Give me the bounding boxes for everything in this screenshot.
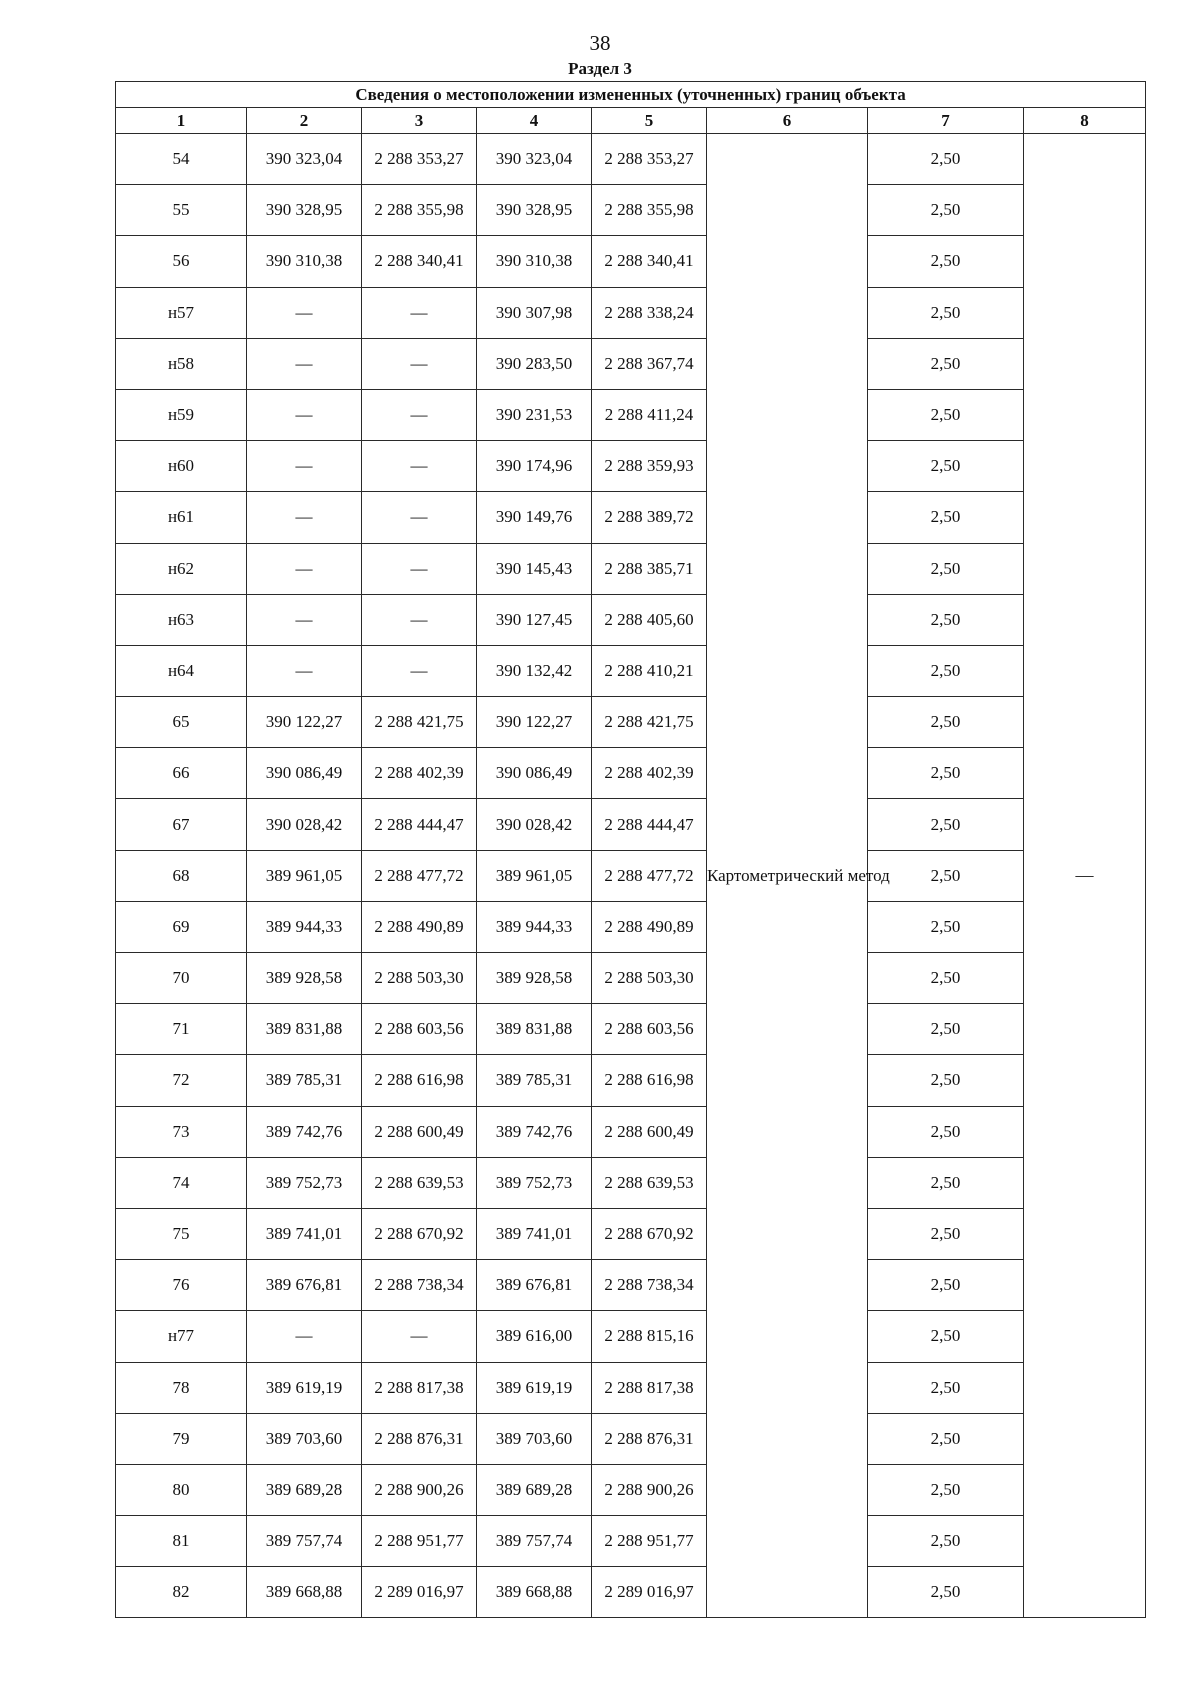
y-new-cell: 2 288 444,47 <box>592 799 707 850</box>
column-number: 3 <box>362 108 477 134</box>
table-body <box>116 134 1146 1618</box>
table-row <box>116 492 1146 543</box>
x-old-cell: 389 741,01 <box>247 1208 362 1259</box>
x-old-cell: 389 742,76 <box>247 1106 362 1157</box>
accuracy-cell: 2,50 <box>868 389 1024 440</box>
x-new-cell: 389 961,05 <box>477 850 592 901</box>
table-row <box>116 1567 1146 1618</box>
point-number-cell: 67 <box>116 799 247 850</box>
y-old-cell: 2 288 444,47 <box>362 799 477 850</box>
table-row <box>116 543 1146 594</box>
table-row <box>116 799 1146 850</box>
y-old-cell: — <box>362 543 477 594</box>
accuracy-cell: 2,50 <box>868 697 1024 748</box>
y-new-cell: 2 288 603,56 <box>592 1004 707 1055</box>
accuracy-cell: 2,50 <box>868 543 1024 594</box>
point-number-cell: н63 <box>116 594 247 645</box>
y-new-cell: 2 288 410,21 <box>592 645 707 696</box>
point-number-cell: 68 <box>116 850 247 901</box>
y-new-cell: 2 288 405,60 <box>592 594 707 645</box>
table-row <box>116 953 1146 1004</box>
y-old-cell: 2 288 503,30 <box>362 953 477 1004</box>
point-number-cell: 74 <box>116 1157 247 1208</box>
table-row <box>116 441 1146 492</box>
table-row <box>116 287 1146 338</box>
x-new-cell: 389 619,19 <box>477 1362 592 1413</box>
page-number: 38 <box>589 31 611 55</box>
accuracy-cell: 2,50 <box>868 492 1024 543</box>
column-number: 8 <box>1024 108 1146 134</box>
accuracy-cell: 2,50 <box>868 748 1024 799</box>
table-row <box>116 697 1146 748</box>
table-row <box>116 594 1146 645</box>
x-old-cell: 390 310,38 <box>247 236 362 287</box>
y-new-cell: 2 288 402,39 <box>592 748 707 799</box>
point-number-cell: н58 <box>116 338 247 389</box>
point-number-cell: н59 <box>116 389 247 440</box>
accuracy-cell: 2,50 <box>868 1106 1024 1157</box>
accuracy-cell: 2,50 <box>868 1311 1024 1362</box>
point-number-cell: н60 <box>116 441 247 492</box>
table-caption: Сведения о местоположении измененных (уточненных) границ объекта <box>116 82 1146 108</box>
table-row <box>116 185 1146 236</box>
x-new-cell: 390 323,04 <box>477 134 592 185</box>
accuracy-cell: 2,50 <box>868 1464 1024 1515</box>
x-new-cell: 389 703,60 <box>477 1413 592 1464</box>
accuracy-cell: 2,50 <box>868 1516 1024 1567</box>
x-new-cell: 389 944,33 <box>477 901 592 952</box>
y-old-cell: — <box>362 338 477 389</box>
accuracy-cell: 2,50 <box>868 1055 1024 1106</box>
y-old-cell: 2 288 355,98 <box>362 185 477 236</box>
x-new-cell: 389 752,73 <box>477 1157 592 1208</box>
table-row <box>116 1208 1146 1259</box>
y-old-cell: 2 288 951,77 <box>362 1516 477 1567</box>
point-number-cell: 76 <box>116 1260 247 1311</box>
point-number-cell: н61 <box>116 492 247 543</box>
x-new-cell: 389 668,88 <box>477 1567 592 1618</box>
y-new-cell: 2 288 355,98 <box>592 185 707 236</box>
x-old-cell: 389 752,73 <box>247 1157 362 1208</box>
y-old-cell: 2 288 876,31 <box>362 1413 477 1464</box>
column-number: 4 <box>477 108 592 134</box>
y-new-cell: 2 288 340,41 <box>592 236 707 287</box>
accuracy-cell: 2,50 <box>868 953 1024 1004</box>
y-new-cell: 2 288 900,26 <box>592 1464 707 1515</box>
y-new-cell: 2 288 338,24 <box>592 287 707 338</box>
table-row <box>116 134 1146 185</box>
y-old-cell: 2 288 639,53 <box>362 1157 477 1208</box>
point-number-cell: 71 <box>116 1004 247 1055</box>
y-old-cell: 2 288 600,49 <box>362 1106 477 1157</box>
point-number-cell: 78 <box>116 1362 247 1413</box>
x-new-cell: 390 122,27 <box>477 697 592 748</box>
accuracy-cell: 2,50 <box>868 338 1024 389</box>
x-old-cell: 389 703,60 <box>247 1413 362 1464</box>
y-old-cell: 2 288 900,26 <box>362 1464 477 1515</box>
y-new-cell: 2 288 670,92 <box>592 1208 707 1259</box>
x-old-cell: 389 831,88 <box>247 1004 362 1055</box>
x-old-cell: 389 928,58 <box>247 953 362 1004</box>
accuracy-cell: 2,50 <box>868 799 1024 850</box>
accuracy-cell: 2,50 <box>868 1362 1024 1413</box>
y-new-cell: 2 288 951,77 <box>592 1516 707 1567</box>
x-old-cell: 389 944,33 <box>247 901 362 952</box>
x-new-cell: 390 149,76 <box>477 492 592 543</box>
y-old-cell: 2 288 670,92 <box>362 1208 477 1259</box>
y-old-cell: 2 288 340,41 <box>362 236 477 287</box>
accuracy-cell: 2,50 <box>868 236 1024 287</box>
x-old-cell: 390 028,42 <box>247 799 362 850</box>
accuracy-cell: 2,50 <box>868 1004 1024 1055</box>
column-number-row <box>116 108 1146 134</box>
x-new-cell: 390 307,98 <box>477 287 592 338</box>
accuracy-cell: 2,50 <box>868 1260 1024 1311</box>
table-row <box>116 1157 1146 1208</box>
x-old-cell: — <box>247 389 362 440</box>
x-old-cell: — <box>247 338 362 389</box>
y-old-cell: 2 288 616,98 <box>362 1055 477 1106</box>
y-old-cell: — <box>362 441 477 492</box>
x-new-cell: 389 757,74 <box>477 1516 592 1567</box>
x-old-cell: 389 961,05 <box>247 850 362 901</box>
point-number-cell: 65 <box>116 697 247 748</box>
point-number-cell: 69 <box>116 901 247 952</box>
y-new-cell: 2 288 411,24 <box>592 389 707 440</box>
y-old-cell: — <box>362 492 477 543</box>
table-row <box>116 1464 1146 1515</box>
y-new-cell: 2 288 817,38 <box>592 1362 707 1413</box>
y-new-cell: 2 288 359,93 <box>592 441 707 492</box>
y-new-cell: 2 288 421,75 <box>592 697 707 748</box>
x-old-cell: — <box>247 543 362 594</box>
table-row <box>116 236 1146 287</box>
y-new-cell: 2 288 600,49 <box>592 1106 707 1157</box>
y-new-cell: 2 288 367,74 <box>592 338 707 389</box>
y-old-cell: — <box>362 389 477 440</box>
accuracy-cell: 2,50 <box>868 1567 1024 1618</box>
y-old-cell: 2 288 490,89 <box>362 901 477 952</box>
table-row <box>116 338 1146 389</box>
accuracy-cell: 2,50 <box>868 1157 1024 1208</box>
x-new-cell: 389 676,81 <box>477 1260 592 1311</box>
x-old-cell: 389 676,81 <box>247 1260 362 1311</box>
accuracy-cell: 2,50 <box>868 1208 1024 1259</box>
y-new-cell: 2 288 353,27 <box>592 134 707 185</box>
accuracy-cell: 2,50 <box>868 645 1024 696</box>
point-number-cell: 70 <box>116 953 247 1004</box>
point-number-cell: 72 <box>116 1055 247 1106</box>
x-old-cell: 390 086,49 <box>247 748 362 799</box>
y-new-cell: 2 288 815,16 <box>592 1311 707 1362</box>
accuracy-cell: 2,50 <box>868 287 1024 338</box>
x-new-cell: 390 283,50 <box>477 338 592 389</box>
x-old-cell: — <box>247 492 362 543</box>
x-new-cell: 389 785,31 <box>477 1055 592 1106</box>
y-old-cell: 2 288 353,27 <box>362 134 477 185</box>
accuracy-cell: 2,50 <box>868 1413 1024 1464</box>
x-new-cell: 390 145,43 <box>477 543 592 594</box>
y-old-cell: — <box>362 594 477 645</box>
x-new-cell: 389 616,00 <box>477 1311 592 1362</box>
x-new-cell: 389 831,88 <box>477 1004 592 1055</box>
point-number-cell: 55 <box>116 185 247 236</box>
y-new-cell: 2 288 876,31 <box>592 1413 707 1464</box>
table-row <box>116 748 1146 799</box>
boundary-coordinates-table <box>115 81 1146 1618</box>
x-new-cell: 390 174,96 <box>477 441 592 492</box>
table-row <box>116 1260 1146 1311</box>
column-number: 5 <box>592 108 707 134</box>
x-old-cell: — <box>247 1311 362 1362</box>
y-old-cell: — <box>362 1311 477 1362</box>
y-old-cell: 2 288 603,56 <box>362 1004 477 1055</box>
x-old-cell: 389 785,31 <box>247 1055 362 1106</box>
y-old-cell: 2 289 016,97 <box>362 1567 477 1618</box>
x-new-cell: 390 132,42 <box>477 645 592 696</box>
y-old-cell: 2 288 421,75 <box>362 697 477 748</box>
x-new-cell: 390 028,42 <box>477 799 592 850</box>
y-new-cell: 2 288 639,53 <box>592 1157 707 1208</box>
table-row <box>116 1362 1146 1413</box>
y-new-cell: 2 289 016,97 <box>592 1567 707 1618</box>
y-new-cell: 2 288 738,34 <box>592 1260 707 1311</box>
point-number-cell: 80 <box>116 1464 247 1515</box>
x-old-cell: — <box>247 594 362 645</box>
column-number: 7 <box>868 108 1024 134</box>
y-old-cell: — <box>362 287 477 338</box>
column-number: 1 <box>116 108 247 134</box>
x-old-cell: 389 619,19 <box>247 1362 362 1413</box>
accuracy-cell: 2,50 <box>868 134 1024 185</box>
y-new-cell: 2 288 389,72 <box>592 492 707 543</box>
table-row <box>116 645 1146 696</box>
x-old-cell: 389 668,88 <box>247 1567 362 1618</box>
column-number: 6 <box>707 108 868 134</box>
method-cell: Картометрический метод <box>707 134 868 1618</box>
accuracy-cell: 2,50 <box>868 185 1024 236</box>
point-number-cell: н62 <box>116 543 247 594</box>
accuracy-cell: 2,50 <box>868 441 1024 492</box>
point-number-cell: 66 <box>116 748 247 799</box>
y-new-cell: 2 288 503,30 <box>592 953 707 1004</box>
table-row <box>116 1055 1146 1106</box>
y-new-cell: 2 288 385,71 <box>592 543 707 594</box>
x-new-cell: 389 742,76 <box>477 1106 592 1157</box>
point-number-cell: 73 <box>116 1106 247 1157</box>
x-new-cell: 390 231,53 <box>477 389 592 440</box>
point-number-cell: 79 <box>116 1413 247 1464</box>
x-new-cell: 389 741,01 <box>477 1208 592 1259</box>
y-new-cell: 2 288 616,98 <box>592 1055 707 1106</box>
x-new-cell: 389 928,58 <box>477 953 592 1004</box>
x-new-cell: 389 689,28 <box>477 1464 592 1515</box>
point-number-cell: 75 <box>116 1208 247 1259</box>
point-number-cell: н77 <box>116 1311 247 1362</box>
accuracy-cell: 2,50 <box>868 901 1024 952</box>
x-old-cell: 390 328,95 <box>247 185 362 236</box>
table-row <box>116 389 1146 440</box>
point-number-cell: н57 <box>116 287 247 338</box>
point-number-cell: 81 <box>116 1516 247 1567</box>
table-row <box>116 1311 1146 1362</box>
x-old-cell: 390 323,04 <box>247 134 362 185</box>
table-row <box>116 1413 1146 1464</box>
accuracy-cell: 2,50 <box>868 850 1024 901</box>
x-old-cell: — <box>247 441 362 492</box>
y-old-cell: 2 288 738,34 <box>362 1260 477 1311</box>
point-number-cell: н64 <box>116 645 247 696</box>
y-new-cell: 2 288 477,72 <box>592 850 707 901</box>
table-row <box>116 1004 1146 1055</box>
y-old-cell: 2 288 402,39 <box>362 748 477 799</box>
x-old-cell: — <box>247 645 362 696</box>
x-new-cell: 390 310,38 <box>477 236 592 287</box>
y-old-cell: — <box>362 645 477 696</box>
x-new-cell: 390 127,45 <box>477 594 592 645</box>
x-old-cell: 390 122,27 <box>247 697 362 748</box>
x-new-cell: 390 086,49 <box>477 748 592 799</box>
y-new-cell: 2 288 490,89 <box>592 901 707 952</box>
y-old-cell: 2 288 477,72 <box>362 850 477 901</box>
y-old-cell: 2 288 817,38 <box>362 1362 477 1413</box>
column-number: 2 <box>247 108 362 134</box>
table-row <box>116 901 1146 952</box>
table-row <box>116 850 1146 901</box>
table-row <box>116 1106 1146 1157</box>
x-old-cell: — <box>247 287 362 338</box>
point-number-cell: 54 <box>116 134 247 185</box>
point-number-cell: 82 <box>116 1567 247 1618</box>
x-old-cell: 389 689,28 <box>247 1464 362 1515</box>
accuracy-cell: 2,50 <box>868 594 1024 645</box>
column-8-cell: — <box>1024 134 1146 1618</box>
point-number-cell: 56 <box>116 236 247 287</box>
section-title: Раздел 3 <box>568 59 632 78</box>
x-old-cell: 389 757,74 <box>247 1516 362 1567</box>
table-row <box>116 1516 1146 1567</box>
x-new-cell: 390 328,95 <box>477 185 592 236</box>
